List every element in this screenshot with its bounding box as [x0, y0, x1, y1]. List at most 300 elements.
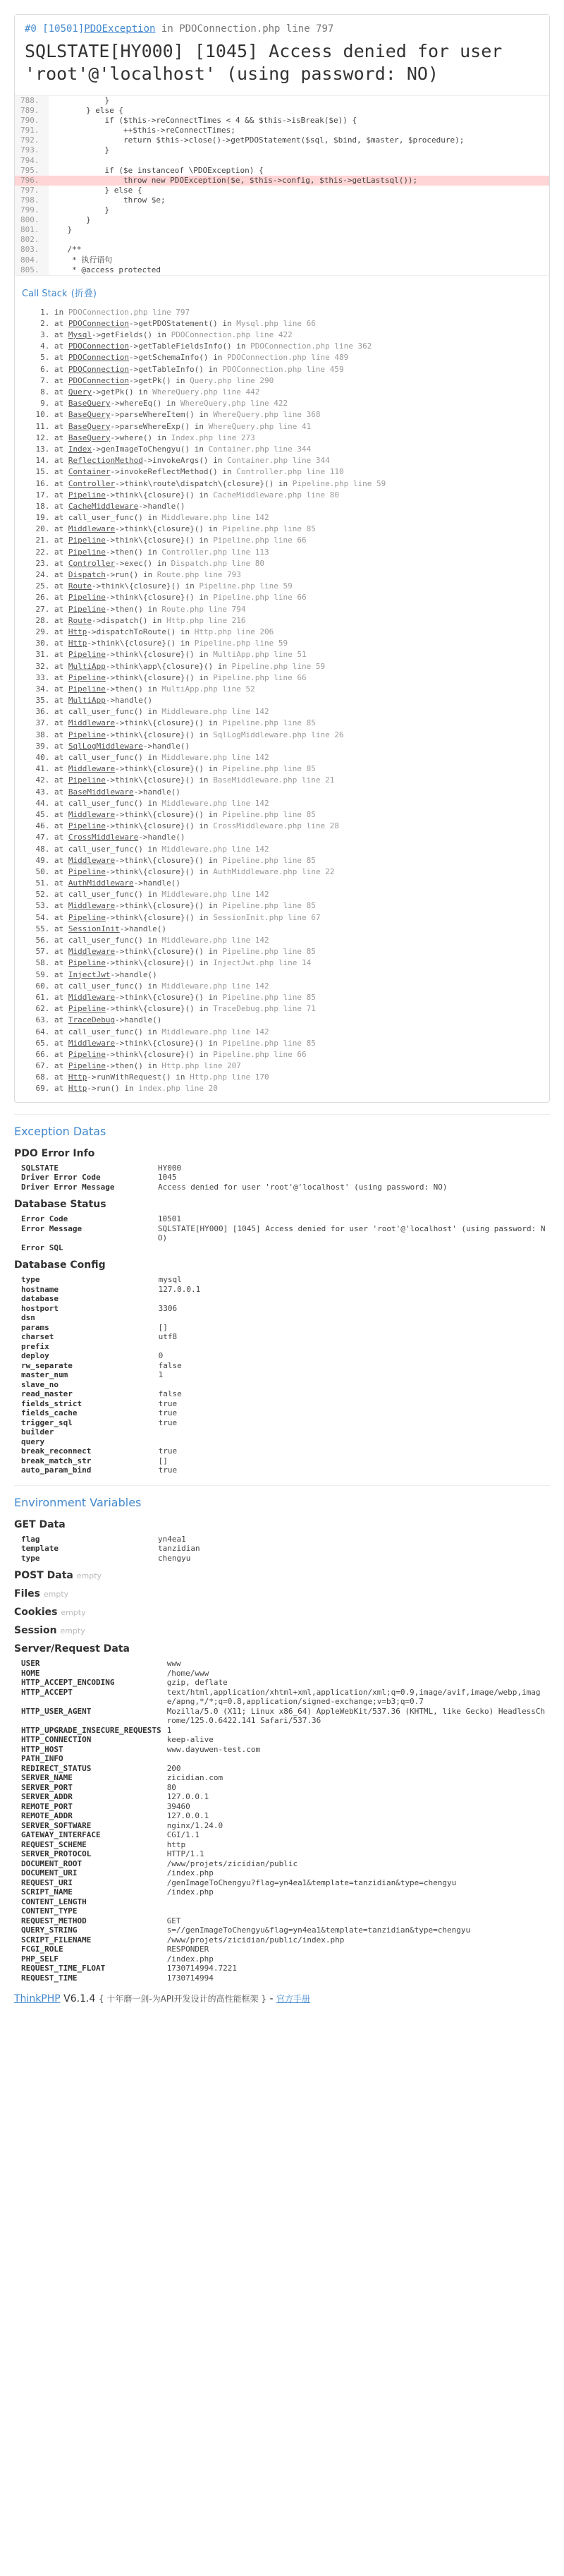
frame-file: Middleware.php line 142 [161, 936, 269, 945]
frame-function: ->exec() in [115, 558, 171, 568]
session-empty: empty [60, 1626, 85, 1636]
data-value: 1 [158, 1370, 164, 1380]
stack-frame [54, 1049, 542, 1060]
stack-frame [54, 1072, 542, 1083]
data-row [18, 1399, 550, 1409]
stack-frame [54, 433, 542, 444]
data-row [18, 1285, 550, 1295]
frame-prefix: at [54, 901, 68, 911]
data-row [18, 1859, 550, 1869]
data-row [18, 1783, 550, 1793]
line-number: 794. [15, 156, 49, 166]
frame-file: WhereQuery.php line 422 [180, 399, 288, 409]
stack-frame [54, 844, 542, 855]
data-value: CGI/1.1 [166, 1830, 200, 1840]
data-key: REDIRECT_STATUS [21, 1763, 92, 1773]
frame-class-link[interactable]: Pipeline [68, 866, 106, 876]
frame-function: ->then() in [105, 1061, 162, 1071]
stack-frame [54, 558, 542, 569]
data-key: REQUEST_URI [21, 1877, 73, 1887]
frame-function: ->then() in [105, 604, 162, 614]
frame-class-link[interactable]: Pipeline [68, 730, 106, 739]
footer-version: V6.1.4 [63, 1993, 96, 2005]
frame-class-link[interactable]: BaseMiddleware [68, 787, 134, 797]
frame-prefix: at [54, 718, 68, 728]
frame-class-link[interactable]: Mysql [68, 330, 92, 340]
data-value: /index.php [166, 1954, 214, 1964]
data-value: false [158, 1360, 182, 1370]
stack-frame [54, 329, 542, 341]
frame-class-link[interactable]: SessionInit [68, 924, 120, 933]
frame-class-link[interactable]: Pipeline [68, 604, 106, 614]
exception-data-table [18, 1214, 550, 1252]
frame-class-link[interactable]: Pipeline [68, 490, 106, 500]
data-key: HOME [21, 1668, 40, 1678]
source-line [15, 205, 549, 215]
source-line [15, 245, 549, 255]
frame-prefix: at [54, 593, 68, 603]
frame-class-link[interactable]: Container [68, 467, 111, 477]
data-row [18, 1973, 550, 1983]
frame-file: PDOConnection.php line 422 [171, 330, 293, 340]
frame-file: Route.php line 794 [161, 604, 246, 614]
line-number: 790. [15, 116, 49, 126]
data-row [18, 1897, 550, 1907]
line-code: } [49, 225, 73, 235]
frame-class-link[interactable]: MultiApp [68, 661, 106, 671]
data-key: DOCUMENT_URI [21, 1868, 78, 1878]
frame-prefix: at [54, 639, 68, 648]
frame-class-link[interactable]: Pipeline [68, 684, 106, 694]
frame-class-link[interactable]: Middleware [68, 855, 116, 865]
line-number: 788. [15, 96, 49, 106]
source-line [15, 145, 549, 155]
data-value: RESPONDER [166, 1945, 209, 1954]
line-number: 800. [15, 215, 49, 225]
frame-class-link[interactable]: Middleware [68, 1038, 116, 1048]
data-key: master_num [21, 1370, 68, 1380]
frame-prefix: at [54, 615, 68, 625]
frame-prefix: at [54, 844, 68, 854]
data-key: type [21, 1275, 40, 1285]
frame-function: ->think\{closure}() in [115, 901, 223, 911]
frame-class-link[interactable]: Route [68, 581, 92, 591]
stack-frame [54, 1060, 542, 1072]
exception-file: PDOConnection.php line 797 [179, 23, 334, 35]
data-row [18, 1735, 550, 1745]
source-line [15, 156, 549, 166]
frame-file: Pipeline.php line 66 [213, 672, 307, 682]
source-line [15, 166, 549, 176]
data-value [164, 1754, 550, 1764]
frame-function: call_user_func() in [68, 1027, 162, 1036]
frame-prefix: at [54, 1038, 68, 1048]
frame-class-link[interactable]: Middleware [68, 901, 116, 911]
data-row [18, 1916, 550, 1926]
data-key: CONTENT_TYPE [21, 1906, 78, 1916]
frame-file: WhereQuery.php line 41 [208, 421, 312, 431]
frame-function: call_user_func() in [68, 707, 162, 717]
footer [14, 1993, 550, 2004]
frame-file: Middleware.php line 142 [161, 981, 269, 991]
stack-frame [54, 1027, 542, 1038]
frame-class-link[interactable]: CacheMiddleware [68, 501, 139, 511]
exception-panel [14, 14, 550, 1103]
frame-class-link[interactable]: Middleware [68, 764, 116, 774]
stack-frame [54, 569, 542, 581]
frame-class-link[interactable]: Index [68, 444, 92, 454]
frame-file: Pipeline.php line 59 [199, 581, 293, 591]
exception-data-group-title: Database Config [14, 1259, 106, 1271]
stack-frame [54, 775, 542, 786]
stack-frame [54, 1083, 542, 1094]
frame-class-link[interactable]: PDOConnection [68, 375, 129, 385]
frame-class-link[interactable]: Pipeline [68, 1049, 106, 1059]
line-number: 791. [15, 126, 49, 135]
frame-class-link[interactable]: PDOConnection [68, 353, 129, 363]
stack-frame [54, 832, 542, 843]
data-key: query [21, 1437, 45, 1446]
data-value: [] [158, 1456, 168, 1465]
data-value: www.dayuwen-test.com [166, 1744, 261, 1754]
frame-class-link[interactable]: Http [68, 1084, 87, 1094]
data-row [18, 1773, 550, 1783]
data-value: yn4ea1 [158, 1534, 186, 1544]
frame-class-link[interactable]: BaseQuery [68, 399, 111, 409]
frame-file: index.php line 20 [138, 1084, 218, 1094]
frame-file: Controller.php line 113 [161, 547, 269, 557]
frame-class-link[interactable]: Pipeline [68, 593, 106, 603]
data-value: text/html,application/xhtml+xml,application/xml;q=0.9,image/avif,image/webp,image/apng,*/*;q=0.8,application/signed-exchange;v=b3;q=0.7 [166, 1687, 541, 1707]
data-value: true [158, 1398, 178, 1408]
stack-frame [54, 501, 542, 512]
frame-function: ->handle() [115, 1015, 162, 1025]
data-row [18, 1214, 550, 1224]
frame-function: ->handle() [105, 696, 153, 706]
data-key: hostname [21, 1284, 59, 1294]
frame-prefix: at [54, 456, 68, 466]
stack-frame [54, 878, 542, 889]
stack-frame [54, 375, 542, 387]
frame-class-link[interactable]: TraceDebug [68, 1015, 116, 1025]
frame-file: CrossMiddleware.php line 28 [213, 821, 339, 831]
frame-function: ->handle() [133, 787, 180, 797]
frame-class-link[interactable]: Middleware [68, 992, 116, 1002]
data-row [18, 1294, 550, 1304]
data-row [18, 1313, 550, 1323]
data-key: HTTP_ACCEPT_ENCODING [21, 1678, 115, 1688]
frame-function: ->handle() [142, 741, 190, 751]
frame-prefix: at [54, 775, 68, 785]
frame-class-link[interactable]: PDOConnection [68, 318, 129, 328]
frame-class-link[interactable]: Controller [68, 558, 116, 568]
data-value: HTTP/1.1 [166, 1849, 204, 1859]
frame-class-link[interactable]: Http [68, 1072, 87, 1082]
line-number: 798. [15, 195, 49, 205]
get-data-table [18, 1535, 550, 1564]
data-key: Driver Error Message [21, 1182, 115, 1192]
data-row [18, 1351, 550, 1361]
exception-data-table [18, 1275, 550, 1475]
footer-manual-link[interactable]: 官方手册 [276, 1994, 311, 2004]
environment-title: Environment Variables [14, 1485, 550, 1509]
frame-class-link[interactable]: Pipeline [68, 1061, 106, 1071]
frame-class-link[interactable]: Middleware [68, 718, 116, 728]
stack-frame [54, 604, 542, 615]
line-number: 803. [15, 245, 49, 255]
data-value: /home/www [166, 1668, 209, 1678]
frame-function: ->think\{closure}() in [115, 809, 223, 819]
frame-file: Middleware.php line 142 [161, 707, 269, 717]
frame-file: Pipeline.php line 85 [222, 947, 316, 957]
frame-class-link[interactable]: Route [68, 615, 92, 625]
frame-file: TraceDebug.php line 71 [213, 1004, 316, 1014]
frame-class-link[interactable]: CrossMiddleware [68, 833, 139, 842]
data-key: Driver Error Code [21, 1173, 101, 1183]
source-line [15, 225, 549, 235]
frame-class-link[interactable]: Pipeline [68, 672, 106, 682]
frame-prefix: at [54, 1004, 68, 1014]
data-row [18, 1544, 550, 1554]
exception-in: in [161, 23, 173, 35]
frame-file: Mysql.php line 66 [236, 318, 316, 328]
stack-frame [54, 627, 542, 638]
source-line [15, 235, 549, 245]
stack-frame [54, 615, 542, 627]
data-row [18, 1964, 550, 1973]
frame-class-link[interactable]: BaseQuery [68, 410, 111, 420]
data-key: SERVER_PROTOCOL [21, 1849, 92, 1859]
frame-prefix: at [54, 1049, 68, 1059]
data-value: /www/projets/zicidian/public/index.php [166, 1935, 345, 1945]
line-number: 802. [15, 235, 49, 245]
data-value: [] [158, 1322, 168, 1332]
line-number: 796. [15, 176, 49, 186]
frame-class-link[interactable]: Dispatch [68, 570, 106, 579]
line-number: 801. [15, 225, 49, 235]
frame-class-link[interactable]: Pipeline [68, 958, 106, 968]
frame-class-link[interactable]: PDOConnection [68, 364, 129, 374]
data-key: CONTENT_LENGTH [21, 1897, 87, 1906]
stack-frame [54, 787, 542, 798]
frame-class-link[interactable]: Pipeline [68, 547, 106, 557]
data-row [18, 1887, 550, 1897]
frame-class-link[interactable]: Middleware [68, 524, 116, 534]
frame-file: WhereQuery.php line 368 [213, 410, 321, 420]
frame-class-link[interactable]: Http [68, 639, 87, 648]
frame-prefix: at [54, 764, 68, 774]
frame-file: Controller.php line 110 [236, 467, 344, 477]
frame-function: ->think\{closure}() in [115, 764, 223, 774]
data-key: prefix [21, 1341, 49, 1351]
frame-class-link[interactable]: Pipeline [68, 775, 106, 785]
frame-file: Http.php line 206 [194, 627, 274, 636]
data-row [18, 1389, 550, 1399]
frame-function: ->handle() [110, 969, 157, 979]
footer-brand-link[interactable]: ThinkPHP [14, 1993, 61, 2005]
line-code: ++$this->reConnectTimes; [49, 126, 235, 135]
stack-frame [54, 752, 542, 763]
data-row [18, 1380, 550, 1390]
data-key: REQUEST_METHOD [21, 1916, 87, 1925]
source-line [15, 96, 549, 106]
stack-frame [54, 809, 542, 821]
frame-file: BaseMiddleware.php line 21 [213, 775, 335, 785]
frame-class-link[interactable]: Middleware [68, 809, 116, 819]
frame-prefix: at [54, 730, 68, 739]
frame-prefix: at [54, 936, 68, 945]
frame-class-link[interactable]: Pipeline [68, 650, 106, 660]
stack-frame [54, 798, 542, 809]
data-value: /index.php [166, 1887, 214, 1897]
frame-class-link[interactable]: AuthMiddleware [68, 878, 134, 888]
source-code [15, 95, 549, 275]
data-row [18, 1945, 550, 1954]
data-row [18, 1535, 550, 1544]
source-line [15, 116, 549, 126]
frame-function: ->invokeReflectMethod() in [110, 467, 237, 477]
frame-class-link[interactable]: BaseQuery [68, 433, 111, 442]
frame-prefix: at [54, 661, 68, 671]
stack-frame [54, 661, 542, 672]
line-code: * @access protected [49, 265, 161, 274]
source-line [15, 176, 549, 186]
data-row [18, 1659, 550, 1669]
frame-function: ->think\{closure}() in [115, 992, 223, 1002]
frame-prefix: at [54, 878, 68, 888]
frame-file: Pipeline.php line 85 [222, 524, 316, 534]
line-code: } [49, 215, 91, 225]
data-row [18, 1408, 550, 1418]
frame-function: ->dispatch() in [92, 615, 166, 625]
data-row [18, 1849, 550, 1859]
frame-class-link[interactable]: PDOConnection [68, 341, 129, 351]
frame-function: call_user_func() in [68, 798, 162, 808]
frame-function: call_user_func() in [68, 890, 162, 900]
data-row [18, 1437, 550, 1447]
data-key: PATH_INFO [21, 1754, 63, 1764]
call-stack-toggle[interactable]: (折叠) [70, 288, 97, 299]
data-row [18, 1925, 550, 1935]
frame-class-link[interactable]: ReflectionMethod [68, 456, 143, 466]
data-key: REQUEST_TIME [21, 1973, 78, 1983]
frame-class-link[interactable]: SqlLogMiddleware [68, 741, 143, 751]
stack-frame [54, 421, 542, 433]
data-value: true [158, 1408, 178, 1418]
frame-file: Index.php line 273 [171, 433, 255, 442]
frame-class-link[interactable]: Query [68, 387, 92, 397]
stack-frame [54, 638, 542, 649]
data-row [18, 1370, 550, 1380]
frame-prefix: at [54, 444, 68, 454]
frame-prefix: at [54, 513, 68, 523]
line-number: 797. [15, 186, 49, 195]
frame-class-link[interactable]: Controller [68, 478, 116, 488]
frame-class-link[interactable]: Pipeline [68, 912, 106, 922]
frame-file: Pipeline.php line 66 [213, 593, 307, 603]
frame-class-link[interactable]: Pipeline [68, 1004, 106, 1014]
frame-prefix: at [54, 866, 68, 876]
frame-prefix: at [54, 798, 68, 808]
source-line [15, 186, 549, 195]
frame-file: Dispatch.php line 80 [171, 558, 265, 568]
exception-class-link[interactable]: PDOException [84, 23, 156, 35]
stack-frame [54, 341, 542, 352]
frame-function: ->think\{closure}() in [115, 524, 223, 534]
data-value: 200 [166, 1763, 181, 1773]
data-value: Mozilla/5.0 (X11; Linux x86_64) AppleWebKit/537.36 (KHTML, like Gecko) HeadlessChrome/125.0.6422.141 Safari/537.36 [166, 1706, 546, 1726]
frame-function: ->getTableFieldsInfo() in [128, 341, 251, 351]
line-code: } [49, 96, 110, 105]
data-key: flag [21, 1534, 40, 1544]
data-row [18, 1323, 550, 1333]
frame-prefix: at [54, 672, 68, 682]
frame-class-link[interactable]: Pipeline [68, 821, 106, 831]
frame-prefix: at [54, 375, 68, 385]
data-key: Error Message [21, 1223, 82, 1233]
frame-class-link[interactable]: Http [68, 627, 87, 636]
stack-frame [54, 992, 542, 1003]
frame-prefix: at [54, 433, 68, 442]
frame-file: Query.php line 290 [190, 375, 274, 385]
exception-datas [14, 1148, 550, 1475]
data-value: 1730714994.7221 [166, 1964, 238, 1973]
frame-prefix: at [54, 410, 68, 420]
data-key: trigger_sql [21, 1417, 73, 1427]
stack-frame [54, 649, 542, 660]
post-data-title [14, 1570, 550, 1581]
data-key: HTTP_USER_AGENT [21, 1706, 92, 1716]
frame-class-link[interactable]: InjectJwt [68, 969, 111, 979]
frame-prefix: at [54, 1072, 68, 1082]
files-empty: empty [43, 1590, 69, 1600]
data-row [18, 1669, 550, 1679]
cookies-title [14, 1607, 550, 1618]
data-value [164, 1906, 550, 1916]
data-key: break_reconnect [21, 1446, 92, 1456]
frame-function: ->getTableInfo() in [128, 364, 223, 374]
frame-class-link[interactable]: Middleware [68, 947, 116, 957]
frame-function: ->invokeArgs() in [142, 456, 228, 466]
frame-class-link[interactable]: MultiApp [68, 696, 106, 706]
files-title [14, 1588, 550, 1600]
data-value: 39460 [166, 1801, 190, 1811]
stack-frame [54, 318, 542, 329]
frame-class-link[interactable]: Pipeline [68, 536, 106, 545]
frame-function: ->handle() [119, 924, 166, 933]
data-value: 1 [166, 1725, 172, 1735]
data-value [156, 1294, 550, 1304]
data-row [18, 1935, 550, 1945]
exception-code: #0 [10501] [25, 23, 85, 35]
frame-class-link[interactable]: BaseQuery [68, 421, 111, 431]
data-key: QUERY_STRING [21, 1925, 78, 1935]
frame-file: Pipeline.php line 66 [213, 1049, 307, 1059]
stack-frame [54, 535, 542, 546]
frame-function: call_user_func() in [68, 936, 162, 945]
frame-function: call_user_func() in [68, 753, 162, 762]
frame-prefix: at [54, 604, 68, 614]
line-number: 789. [15, 106, 49, 116]
frame-prefix: at [54, 707, 68, 717]
frame-prefix: at [54, 318, 68, 328]
frame-file: AuthMiddleware.php line 22 [213, 866, 335, 876]
stack-frame [54, 352, 542, 363]
data-value: tanzidian [158, 1544, 200, 1554]
frame-prefix: at [54, 890, 68, 900]
frame-prefix: at [54, 547, 68, 557]
frame-function: ->getPk() in [92, 387, 153, 397]
